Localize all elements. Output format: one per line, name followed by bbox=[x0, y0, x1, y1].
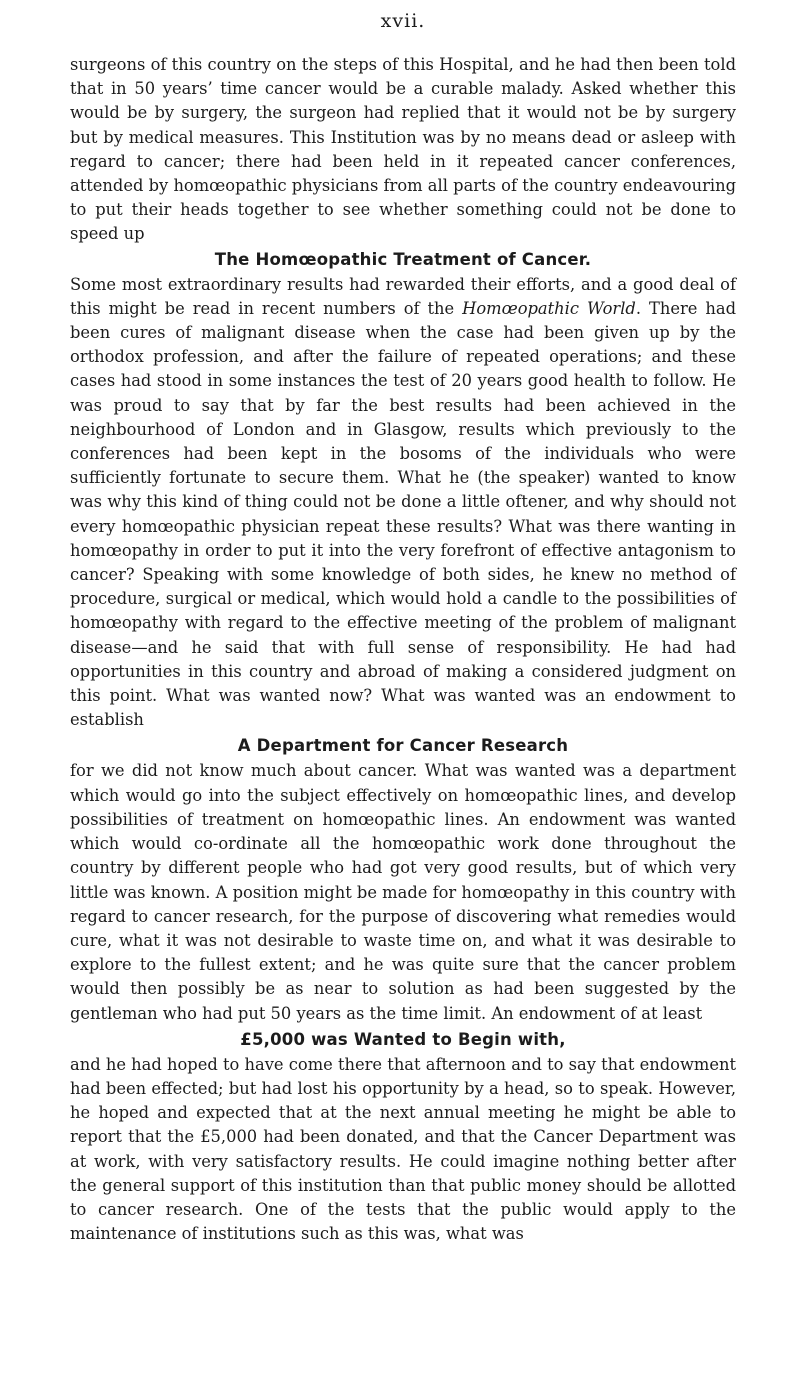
paragraph-2 bbox=[70, 273, 736, 733]
paragraph-4: and he had hoped to have come there that afternoon and to say that endowment had been effected; but had lost his opportunity by a head, so to speak. However, he hoped and expected that at the next annual meeting he might be able to report that the £5,000 had been donated, and that the Cancer Department was at work, with very satisfactory results. He could imagine nothing better after the general support of this institution than that public money should be allotted to cancer research. One of the tests that the public would apply to the maintenance of institutions such as this was, what was bbox=[70, 1054, 736, 1244]
section-heading-endowment-wanted: £5,000 was Wanted to Begin with, bbox=[240, 1029, 566, 1049]
paragraph-3: for we did not know much about cancer. What was wanted was a department which would go into the subject effectively on homœopathic lines, and develop possibilities of treatment on homœopathic lines. An endowment was wanted which would co-ordinate all the homœopathic work done throughout the country by different people who had got very good results, but of which very little was known. A position might be made for homœopathy in this country with regard to cancer research, for the purpose of discovering what remedies would cure, what it was not desirable to waste time on, and what it was desirable to explore to the fullest extent; and he was quite sure that the cancer problem would then possibly be as near to solution as had been suggested by the gentleman who had put 50 years as the time limit. An endowment of at least bbox=[70, 761, 736, 1023]
journal-title-italic: Homœopathic World bbox=[462, 298, 636, 318]
paragraph-2-text-end: . There had been cures of malignant disease when the case had been given up by the orthodox profession, and after the failure of repeated operations; and these cases had stood in some instances the test of 20 years good health to follow. He was proud to say that by far the best results had been achieved in the neighbourhood of London and in Glasgow, results which previously to the conferences had been kept in the bosoms of the individuals who were sufficiently fortunate to secure them. What he (the speaker) wanted to know was why this kind of thing could not be done a little oftener, and why should not every homœopathic physician repeat these results? What was there wanting in homœopathy in order to put it into the very forefront of effective antagonism to cancer? Speaking with some knowledge of both sides, he knew no method of procedure, surgical or medical, which would hold a candle to the possibilities of homœopathy with regard to the effective meeting of the problem of malignant disease—and he said that with full sense of responsibility. He had had opportunities in this country and abroad of making a considered judgment on this point. What was wanted now? What was wanted was an endowment to establish bbox=[70, 298, 736, 730]
section-heading-homoeopathic-treatment: The Homœopathic Treatment of Cancer. bbox=[214, 249, 592, 269]
paragraph-1: surgeons of this country on the steps of this Hospital, and he had then been told that in 50 years’ time cancer would be a curable malady. Asked whether this would be by surgery, the surgeon had replied that it would not be by surgery but by medical measures. This Institution was by no means dead or asleep with regard to cancer; there had been held in it repeated cancer conferences, attended by homœopathic physicians from all parts of the country endeavouring to put their heads together to see whether something could not be done to speed up bbox=[70, 55, 736, 244]
page-number: xvii. bbox=[380, 10, 426, 32]
section-heading-department-cancer-research: A Department for Cancer Research bbox=[237, 736, 569, 756]
document-page bbox=[70, 0, 736, 1246]
paragraph-2-text-start: Some most extraordinary results had rewarded their efforts, and a good deal of this might be read in recent numbers of the bbox=[70, 274, 736, 318]
